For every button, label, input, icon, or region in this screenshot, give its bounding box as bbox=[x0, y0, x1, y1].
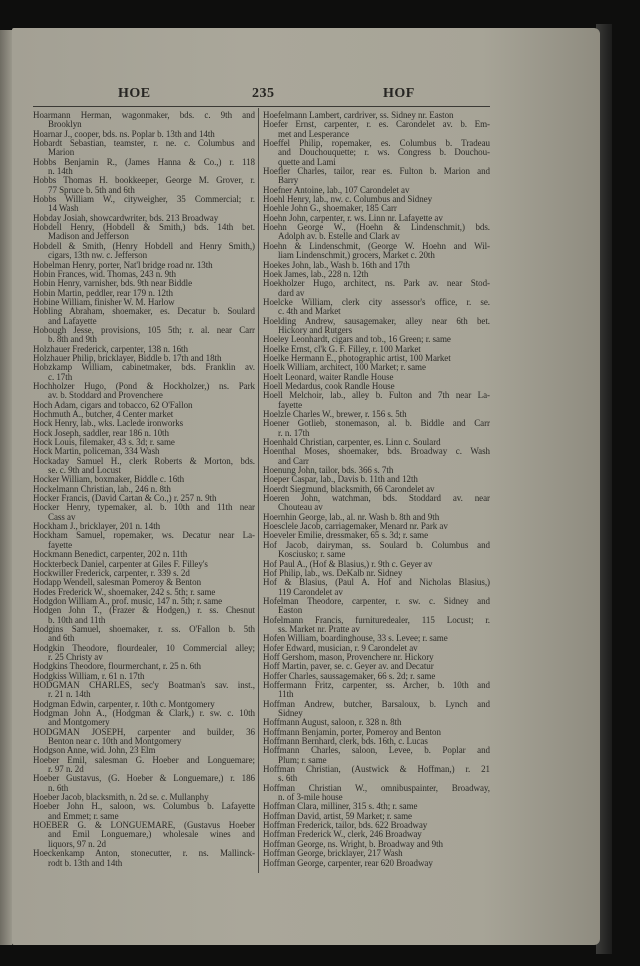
entry-line: Sidney bbox=[278, 708, 303, 718]
entry-line: Hoffman Frederick, tailor, bds. 622 Broadway bbox=[263, 820, 428, 831]
entry-line: and Emmet; r. same bbox=[48, 810, 119, 821]
directory-entry bbox=[33, 774, 255, 793]
entry-line: Hof & Blasius, (Paul A. Hof and Nicholas Blasius,) bbox=[263, 577, 490, 588]
entry-line: Hobbs Thomas H. bookkeeper, George M. Grover, r. bbox=[33, 175, 255, 186]
directory-entry bbox=[33, 158, 255, 177]
entry-line: Hoeber Emil, salesman G. Hoeber and Longuemare; bbox=[33, 754, 255, 765]
right-guide-word: HOF bbox=[383, 86, 415, 101]
directory-entry bbox=[263, 765, 490, 784]
entry-line: Barry bbox=[278, 175, 299, 186]
adjacent-page-edge bbox=[0, 30, 12, 945]
directory-entry bbox=[33, 849, 255, 868]
entry-line: and Lafayette bbox=[48, 315, 97, 326]
entry-line: Hodgkins Theodore, flourmerchant, r. 25 n. 6th bbox=[33, 661, 202, 672]
entry-line: Hoefner Antoine, lab., 107 Carondelet av bbox=[263, 184, 410, 195]
entry-line: Hoffman Christian W., omnibuspainter, Broadway, bbox=[263, 782, 490, 793]
entry-line: Hodes Frederick W., shoemaker, 242 s. 5th; r. same bbox=[33, 586, 216, 597]
directory-entry bbox=[33, 195, 255, 214]
entry-line: dard av bbox=[278, 287, 305, 298]
entry-line: Hocker Francis, (David Cartan & Co.,) r. 257 n. 9th bbox=[33, 493, 217, 504]
entry-line: Hickory and Rutgers bbox=[278, 324, 353, 335]
column-divider bbox=[258, 108, 259, 873]
entry-line: Hockterbeck Daniel, carpenter at Giles F. Filley's bbox=[33, 558, 208, 569]
entry-line: Hoenung John, tailor, bds. 366 s. 7th bbox=[263, 465, 394, 476]
entry-line: Hobardt Sebastian, teamster, r. ne. c. Columbus and bbox=[33, 138, 255, 149]
directory-entry bbox=[33, 821, 255, 849]
directory-entry bbox=[33, 606, 255, 625]
entry-line: Hoffman Andrew, butcher, Barsaloux, b. Lynch and bbox=[263, 698, 490, 709]
directory-entry bbox=[33, 709, 255, 728]
entry-line: 77 Spruce b. 5th and 6th bbox=[48, 184, 135, 195]
directory-entry bbox=[263, 616, 490, 635]
entry-line: Hodgdon William A., prof. music, 147 n. 5th; r. same bbox=[33, 595, 223, 606]
entry-line: Hochmuth A., butcher, 4 Center market bbox=[33, 409, 174, 419]
entry-line: Hoenhald Christian, carpenter, es. Linn c. Soulard bbox=[263, 437, 441, 448]
entry-line: Hoelke Ernst, cl'k G. F. Filley, r. 100 Market bbox=[263, 343, 421, 354]
entry-line: Hoch Adam, cigars and tobacco, 62 O'Fallon bbox=[33, 399, 193, 410]
directory-entry bbox=[33, 531, 255, 550]
directory-entry bbox=[263, 859, 490, 868]
entry-line: ss. Market nr. Pratte av bbox=[278, 623, 360, 634]
entry-line: Hock Henry, lab., wks. Laclede ironworks bbox=[33, 418, 184, 429]
entry-line: n. 6th bbox=[48, 782, 69, 793]
directory-entry bbox=[263, 700, 490, 719]
entry-line: Hoffman George, carpenter, rear 620 Broadway bbox=[263, 857, 433, 868]
entry-line: Hoffman Christian, (Austwick & Hoffman,) r. 21 bbox=[263, 764, 490, 775]
entry-line: Hobough Jesse, provisions, 105 5th; r. al. near Carr bbox=[33, 324, 255, 335]
entry-line: Hobling Abraham, shoemaker, es. Decatur b. Soulard bbox=[33, 306, 255, 317]
entry-line: Hoffman David, artist, 59 Market; r. same bbox=[263, 810, 412, 821]
directory-entry bbox=[33, 176, 255, 195]
entry-line: Hoekes John, lab., Wash b. 16th and 17th bbox=[263, 259, 410, 270]
entry-line: liquors, 97 n. 2d bbox=[48, 838, 106, 849]
directory-entry bbox=[263, 494, 490, 513]
directory-entry bbox=[263, 578, 490, 597]
entry-line: Hobin Frances, wid. Thomas, 243 n. 9th bbox=[33, 268, 176, 279]
entry-line: av. b. Stoddard and Provenchere bbox=[48, 390, 163, 401]
entry-line: r. n. 17th bbox=[278, 427, 310, 438]
entry-line: Hofer Edward, musician, r. 9 Carondelet av bbox=[263, 642, 418, 653]
entry-line: 11th bbox=[278, 689, 294, 700]
entry-line: Hobin Henry, varnisher, bds. 9th near Biddle bbox=[33, 278, 193, 289]
entry-line: Hofen William, boardinghouse, 33 s. Levee; r. same bbox=[263, 633, 448, 644]
entry-line: Hoener Gotlieb, stonemason, al. b. Biddle and Carr bbox=[263, 418, 490, 429]
directory-entry bbox=[33, 139, 255, 158]
entry-line: Hoefer Ernst, carpenter, r. es. Carondelet av. b. Em- bbox=[263, 119, 490, 130]
directory-entry bbox=[33, 326, 255, 345]
directory-entry bbox=[33, 242, 255, 261]
entry-line: Hoelcke William, clerk city assessor's office, r. se. bbox=[263, 296, 490, 307]
directory-entry bbox=[33, 503, 255, 522]
entry-line: Hoeren John, watchman, bds. Stoddard av. near bbox=[263, 493, 490, 504]
entry-line: Hoefler Charles, tailor, rear es. Fulton b. Marion and bbox=[263, 166, 490, 177]
directory-entry bbox=[33, 681, 255, 700]
entry-line: c. 17th bbox=[48, 371, 73, 382]
entry-line: Hoerdt Siegmund, blacksmith, 66 Carondelet av bbox=[263, 483, 435, 494]
entry-line: Hoarmann Herman, wagonmaker, bds. c. 9th and bbox=[33, 110, 255, 120]
entry-line: Hodgman John A., (Hodgman & Clark,) r. sw. c. 10th bbox=[33, 708, 255, 718]
entry-line: Hockham Samuel, ropemaker, ws. Decatur near La- bbox=[33, 530, 255, 541]
entry-line: Hoeley Leonhardt, cigars and tob., 16 Green; r. same bbox=[263, 334, 451, 345]
left-column bbox=[33, 111, 255, 868]
entry-line: Hocker William, boxmaker, Biddle c. 16th bbox=[33, 474, 185, 485]
entry-line: Hockelmann Christian, lab., 246 n. 8th bbox=[33, 483, 171, 494]
entry-line: Holzhauer Philip, bricklayer, Biddle b. 17th and 18th bbox=[33, 352, 222, 363]
directory-entry bbox=[263, 447, 490, 466]
directory-entry bbox=[263, 541, 490, 560]
directory-entry bbox=[33, 728, 255, 747]
entry-line: Hobine William, finisher W. M. Harlow bbox=[33, 296, 175, 307]
entry-line: Hoarnar J., cooper, bds. ns. Poplar b. 13th and 14th bbox=[33, 128, 215, 139]
entry-line: Hockwiller Frederick, carpenter, r. 339 s. 2d bbox=[33, 567, 190, 578]
entry-line: rodt b. 13th and 14th bbox=[48, 857, 123, 868]
entry-line: Plum; r. same bbox=[278, 754, 327, 765]
directory-entry bbox=[33, 363, 255, 382]
entry-line: n. of 3-mile house bbox=[278, 792, 343, 803]
entry-line: Hobelman Henry, porter, Nat'l bridge road nr. 13th bbox=[33, 259, 213, 270]
entry-line: Hobin Martin, peddler, rear 179 n. 12th bbox=[33, 287, 173, 298]
entry-line: Hoelding Andrew, sausagemaker, alley near 6th bet. bbox=[263, 315, 490, 326]
entry-line: Hoeveler Emilie, dressmaker, 65 s. 3d; r. same bbox=[263, 530, 429, 541]
entry-line: Hoelzle Charles W., brewer, r. 156 s. 5th bbox=[263, 409, 407, 419]
entry-line: Hobdell & Smith, (Henry Hobdell and Henry Smith,) bbox=[33, 240, 255, 251]
entry-line: Brooklyn bbox=[48, 119, 82, 130]
entry-line: Hoffmann August, saloon, r. 328 n. 8th bbox=[263, 717, 402, 728]
entry-line: Hoffman Clara, milliner, 315 s. 4th; r. same bbox=[263, 801, 418, 812]
entry-line: and Carr bbox=[278, 455, 309, 466]
entry-line: Hodgkiss William, r. 61 n. 17th bbox=[33, 670, 145, 681]
entry-line: Hodapp Wendell, salesman Pomeroy & Benton bbox=[33, 577, 202, 588]
entry-line: Hobbs Benjamin R., (James Hanna & Co.,) r. 118 bbox=[33, 156, 255, 167]
directory-entry bbox=[263, 279, 490, 298]
entry-line: Hoell Medardus, cook Randle House bbox=[263, 380, 395, 391]
entry-line: Hoffmann Bernhard, clerk, bds. 16th, c. Lucas bbox=[263, 736, 428, 747]
entry-line: Hoffermann Fritz, carpenter, ss. Archer, b. 10th and bbox=[263, 679, 490, 690]
entry-line: liam Lindenschmit,) grocers, Market c. 20th bbox=[278, 250, 435, 261]
entry-line: r. 97 n. 2d bbox=[48, 764, 84, 775]
entry-line: b. 10th and 11th bbox=[48, 614, 106, 625]
entry-line: n. 14th bbox=[48, 166, 73, 177]
entry-line: Hockmann Benedict, carpenter, 202 n. 11th bbox=[33, 549, 188, 560]
entry-line: Chouteau av bbox=[278, 502, 323, 513]
entry-line: Kosciusko; r. same bbox=[278, 549, 346, 560]
entry-line: Hock Martin, policeman, 334 Wash bbox=[33, 446, 160, 457]
entry-line: Hodgkin Theodore, flourdealer, 10 Commercial alley; bbox=[33, 642, 255, 653]
entry-line: Hobdell Henry, (Hobdell & Smith,) bds. 14th bet. bbox=[33, 222, 255, 233]
entry-line: Hock Joseph, saddler, rear 186 n. 10th bbox=[33, 427, 169, 438]
entry-line: Marion bbox=[48, 147, 75, 158]
directory-entry bbox=[263, 681, 490, 700]
directory-entry bbox=[33, 625, 255, 644]
entry-line: Hofelman Theodore, carpenter, r. sw. c. Sidney and bbox=[263, 595, 490, 606]
entry-line: Hoesclele Jacob, carriagemaker, Menard nr. Park av bbox=[263, 521, 448, 532]
entry-line: Hoehn & Lindenschmit, (George W. Hoehn and Wil- bbox=[263, 240, 490, 251]
entry-line: Cass av bbox=[48, 511, 76, 522]
entry-line: Hobday Josiah, showcardwriter, bds. 213 Broadway bbox=[33, 212, 219, 223]
directory-entry bbox=[263, 419, 490, 438]
left-guide-word: HOE bbox=[118, 86, 151, 101]
entry-line: Madison and Jefferson bbox=[48, 231, 129, 242]
entry-line: Hoffman George, bricklayer, 217 Wash bbox=[263, 848, 403, 859]
entry-line: Hockham J., bricklayer, 201 n. 14th bbox=[33, 521, 161, 532]
entry-line: Hockaday Samuel H., clerk Roberts & Morton, bds. bbox=[33, 455, 255, 466]
directory-entry bbox=[263, 139, 490, 167]
entry-line: Hoffmann Benjamin, porter, Pomeroy and Benton bbox=[263, 726, 441, 737]
directory-entry bbox=[33, 644, 255, 663]
directory-entry bbox=[33, 223, 255, 242]
entry-line: s. 6th bbox=[278, 773, 298, 784]
entry-line: quette and Lami bbox=[278, 156, 336, 167]
entry-line: Hofelmann Francis, furnituredealer, 115 Locust; r. bbox=[263, 614, 490, 625]
entry-line: Hoff Martin, paver, se. c. Geyer av. and Decatur bbox=[263, 661, 434, 672]
entry-line: fayette bbox=[278, 399, 303, 410]
entry-line: Hof Paul A., (Hof & Blasius,) r. 9th c. Geyer av bbox=[263, 558, 433, 569]
entry-line: Hoeber Gustavus, (G. Hoeber & Longuemare,) r. 186 bbox=[33, 773, 255, 784]
entry-line: Hoekholzer Hugo, architect, ns. Park av. near Stod- bbox=[263, 278, 490, 289]
entry-line: Hoffer Charles, saussagemaker, 66 s. 2d; r. same bbox=[263, 670, 436, 681]
entry-line: Hoffmann Charles, saloon, Levee, b. Poplar and bbox=[263, 745, 490, 756]
entry-line: and Montgomery bbox=[48, 717, 110, 728]
entry-line: Hoehle John G., shoemaker, 185 Carr bbox=[263, 203, 397, 214]
directory-entry bbox=[263, 242, 490, 261]
entry-line: and 6th bbox=[48, 633, 75, 644]
entry-line: Hodgins Samuel, shoemaker, r. ss. O'Fallon b. 5th bbox=[33, 623, 255, 634]
directory-entry bbox=[263, 167, 490, 186]
entry-line: r. 21 n. 14th bbox=[48, 689, 91, 700]
directory-entry bbox=[33, 802, 255, 821]
entry-line: Hoffman Frederick W., clerk, 246 Broadway bbox=[263, 829, 422, 840]
entry-line: and Emil Longuemare,) wholesale wines and bbox=[48, 829, 255, 840]
directory-entry bbox=[263, 784, 490, 803]
entry-line: HOEBER G. & LONGUEMARE, (Gustavus Hoeber bbox=[33, 820, 255, 831]
entry-line: Hoefelmann Lambert, cardriver, ss. Sidney nr. Easton bbox=[263, 110, 454, 120]
entry-line: 119 Carondelet av bbox=[278, 586, 343, 597]
entry-line: HODGMAN CHARLES, sec'y Boatman's sav. inst., bbox=[33, 679, 255, 690]
directory-entry bbox=[33, 307, 255, 326]
entry-line: Holzhauer Frederick, carpenter, 138 n. 16th bbox=[33, 343, 188, 354]
entry-line: fayette bbox=[48, 539, 73, 550]
entry-line: se. c. 9th and Locust bbox=[48, 465, 121, 476]
entry-line: 14 Wash bbox=[48, 203, 79, 214]
entry-line: Hoek James, lab., 228 n. 12th bbox=[263, 268, 369, 279]
entry-line: Hodgman Edwin, carpenter, r. 10th c. Montgomery bbox=[33, 698, 215, 709]
page-number: 235 bbox=[252, 86, 275, 101]
entry-line: Hocker Henry, typemaker, al. b. 10th and 11th near bbox=[33, 502, 255, 513]
entry-line: Hochholzer Hugo, (Pond & Hockholzer,) ns. Park bbox=[33, 380, 255, 391]
entry-line: Hodgson Anne, wid. John, 23 Elm bbox=[33, 745, 156, 756]
entry-line: Hoell Melchoir, lab., alley b. Fulton and 7th near La- bbox=[263, 390, 490, 401]
directory-entry bbox=[263, 597, 490, 616]
entry-line: cigars, 13th nw. c. Jefferson bbox=[48, 250, 148, 261]
entry-line: b. 8th and 9th bbox=[48, 334, 97, 345]
directory-entry bbox=[263, 746, 490, 765]
directory-entry bbox=[33, 457, 255, 476]
directory-entry bbox=[33, 756, 255, 775]
entry-line: Adolph av. b. Estelle and Clark av bbox=[278, 231, 400, 242]
entry-line: met and Lesperance bbox=[278, 128, 350, 139]
entry-line: Hoelk William, architect, 100 Market; r. same bbox=[263, 362, 426, 373]
entry-line: Hobbs William W., cityweigher, 35 Commercial; r. bbox=[33, 194, 255, 205]
directory-entry bbox=[263, 317, 490, 336]
entry-line: Hoffman George, ns. Wright, b. Broadway and 9th bbox=[263, 838, 444, 849]
directory-entry bbox=[263, 298, 490, 317]
entry-line: Hoeffel Philip, ropemaker, es. Columbus b. Tradeau bbox=[263, 138, 490, 149]
entry-line: Hoehn John, carpenter, r. ws. Linn nr. Lafayette av bbox=[263, 212, 443, 223]
directory-entry bbox=[33, 382, 255, 401]
directory-entry bbox=[33, 111, 255, 130]
right-column bbox=[263, 111, 490, 868]
entry-line: Hodgen John T., (Frazer & Hodgen,) r. ss. Chesnut bbox=[33, 605, 255, 616]
entry-line: Benton near c. 10th and Montgomery bbox=[48, 736, 182, 747]
directory-entry bbox=[263, 391, 490, 410]
entry-line: Hoeckenkamp Anton, stonecutter, r. ns. Mallinck- bbox=[33, 848, 255, 859]
entry-line: Hock Louis, filemaker, 43 s. 3d; r. same bbox=[33, 437, 175, 448]
entry-line: Hoehn George W., (Hoehn & Lindenschmit,) bds. bbox=[263, 222, 490, 233]
entry-line: Hoeber John H., saloon, ws. Columbus b. Lafayette bbox=[33, 801, 255, 812]
entry-line: Hoff Gershom, mason, Provenchere nr. Hickory bbox=[263, 651, 434, 662]
directory-entry bbox=[263, 120, 490, 139]
entry-line: HODGMAN JOSEPH, carpenter and builder, 36 bbox=[33, 726, 255, 737]
entry-line: r. 25 Christy av bbox=[48, 651, 103, 662]
entry-line: Easton bbox=[278, 605, 303, 616]
entry-line: Hoeper Caspar, lab., Davis b. 11th and 12th bbox=[263, 474, 418, 485]
entry-line: Hof Philip, lab., ws. DeKalb nr. Sidney bbox=[263, 567, 403, 578]
entry-line: Hoelt Leonard, waiter Randle House bbox=[263, 371, 394, 382]
directory-entry bbox=[263, 223, 490, 242]
entry-line: Hoehl Henry, lab., nw. c. Columbus and Sidney bbox=[263, 194, 433, 205]
entry-line: Hof Jacob, dairyman, ss. Soulard b. Columbus and bbox=[263, 539, 490, 550]
entry-line: Hobzkamp William, cabinetmaker, bds. Franklin av. bbox=[33, 362, 255, 373]
entry-line: Hoeber Jacob, blacksmith, n. 2d se. c. Mullanphy bbox=[33, 792, 209, 803]
entry-line: and Douchouquette; r. ws. Congress b. Douchou- bbox=[278, 147, 490, 158]
entry-line: Hoenthal Moses, shoemaker, bds. Broadway c. Wash bbox=[263, 446, 490, 457]
entry-line: Hoelke Hermann E., photographic artist, 100 Market bbox=[263, 352, 451, 363]
header-rule bbox=[33, 106, 490, 107]
entry-line: c. 4th and Market bbox=[278, 306, 341, 317]
entry-line: Hoernhin George, lab., al. nr. Wash b. 8th and 9th bbox=[263, 511, 440, 522]
